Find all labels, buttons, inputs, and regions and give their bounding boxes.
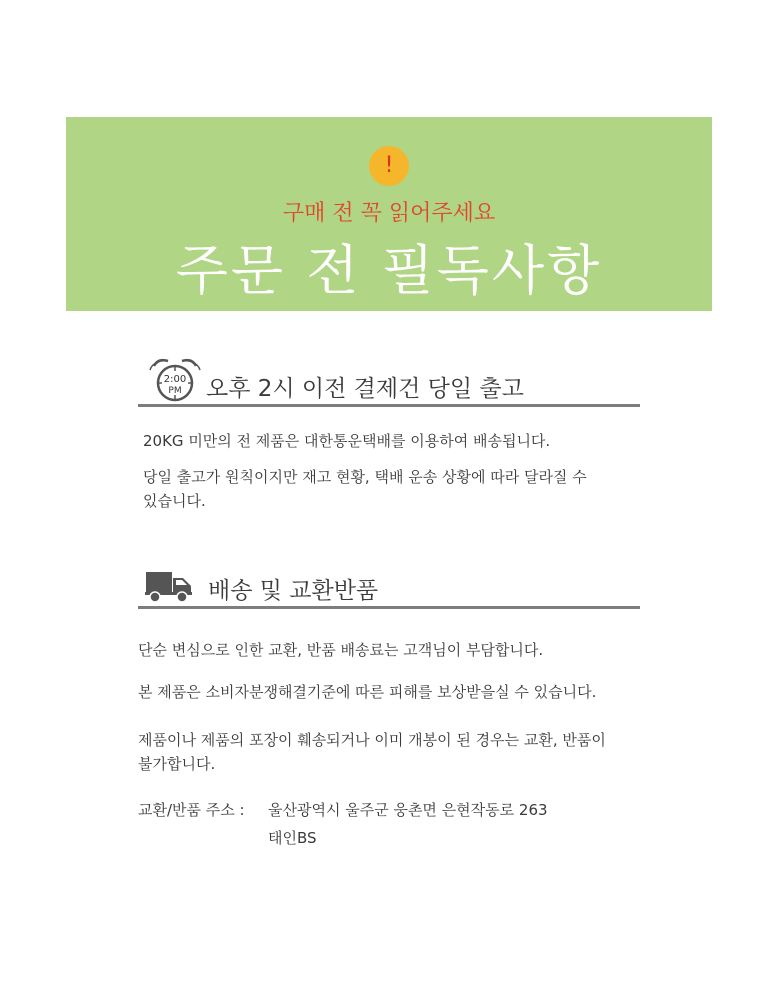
clock-time-text: 2:00 xyxy=(163,374,187,385)
shipping-note-line-2: 있습니다. xyxy=(143,492,206,510)
shipping-note-line-1: 당일 출고가 원칙이지만 재고 현황, 택배 운송 상황에 따라 달라질 수 xyxy=(143,468,587,486)
return-fee-text: 단순 변심으로 인한 교환, 반품 배송료는 고객님이 부담합니다. xyxy=(138,641,544,659)
section-header-returns xyxy=(138,562,640,609)
delivery-truck-icon xyxy=(144,568,194,604)
section-heading: 오후 2시 이전 결제건 당일 출고 xyxy=(206,376,524,402)
exchange-limit-line-1: 제품이나 제품의 포장이 훼송되거나 이미 개봉이 된 경우는 교환, 반품이 xyxy=(138,731,606,749)
company-name: 태인BS xyxy=(268,829,317,847)
shipping-carrier-text: 20KG 미만의 전 제품은 대한통운택배를 이용하여 배송됩니다. xyxy=(143,432,551,450)
section-heading: 배송 및 교환반품 xyxy=(208,578,379,604)
clock-ampm-text: PM xyxy=(168,386,182,396)
section-header-shipping-time xyxy=(138,360,640,407)
alarm-clock-icon xyxy=(144,356,206,402)
exchange-limit-line-2: 불가합니다. xyxy=(138,755,216,773)
page-title: 주문 전 필독사항 xyxy=(175,239,603,302)
address-label: 교환/반품 주소 : xyxy=(138,801,245,819)
exclamation-icon: ! xyxy=(369,146,409,186)
return-address: 울산광역시 울주군 웅촌면 은현작동로 263 xyxy=(268,801,548,819)
compensation-text: 본 제품은 소비자분쟁해결기준에 따른 피해를 보상받을실 수 있습니다. xyxy=(138,683,597,701)
banner-subtitle: 구매 전 꼭 읽어주세요 xyxy=(282,201,496,226)
